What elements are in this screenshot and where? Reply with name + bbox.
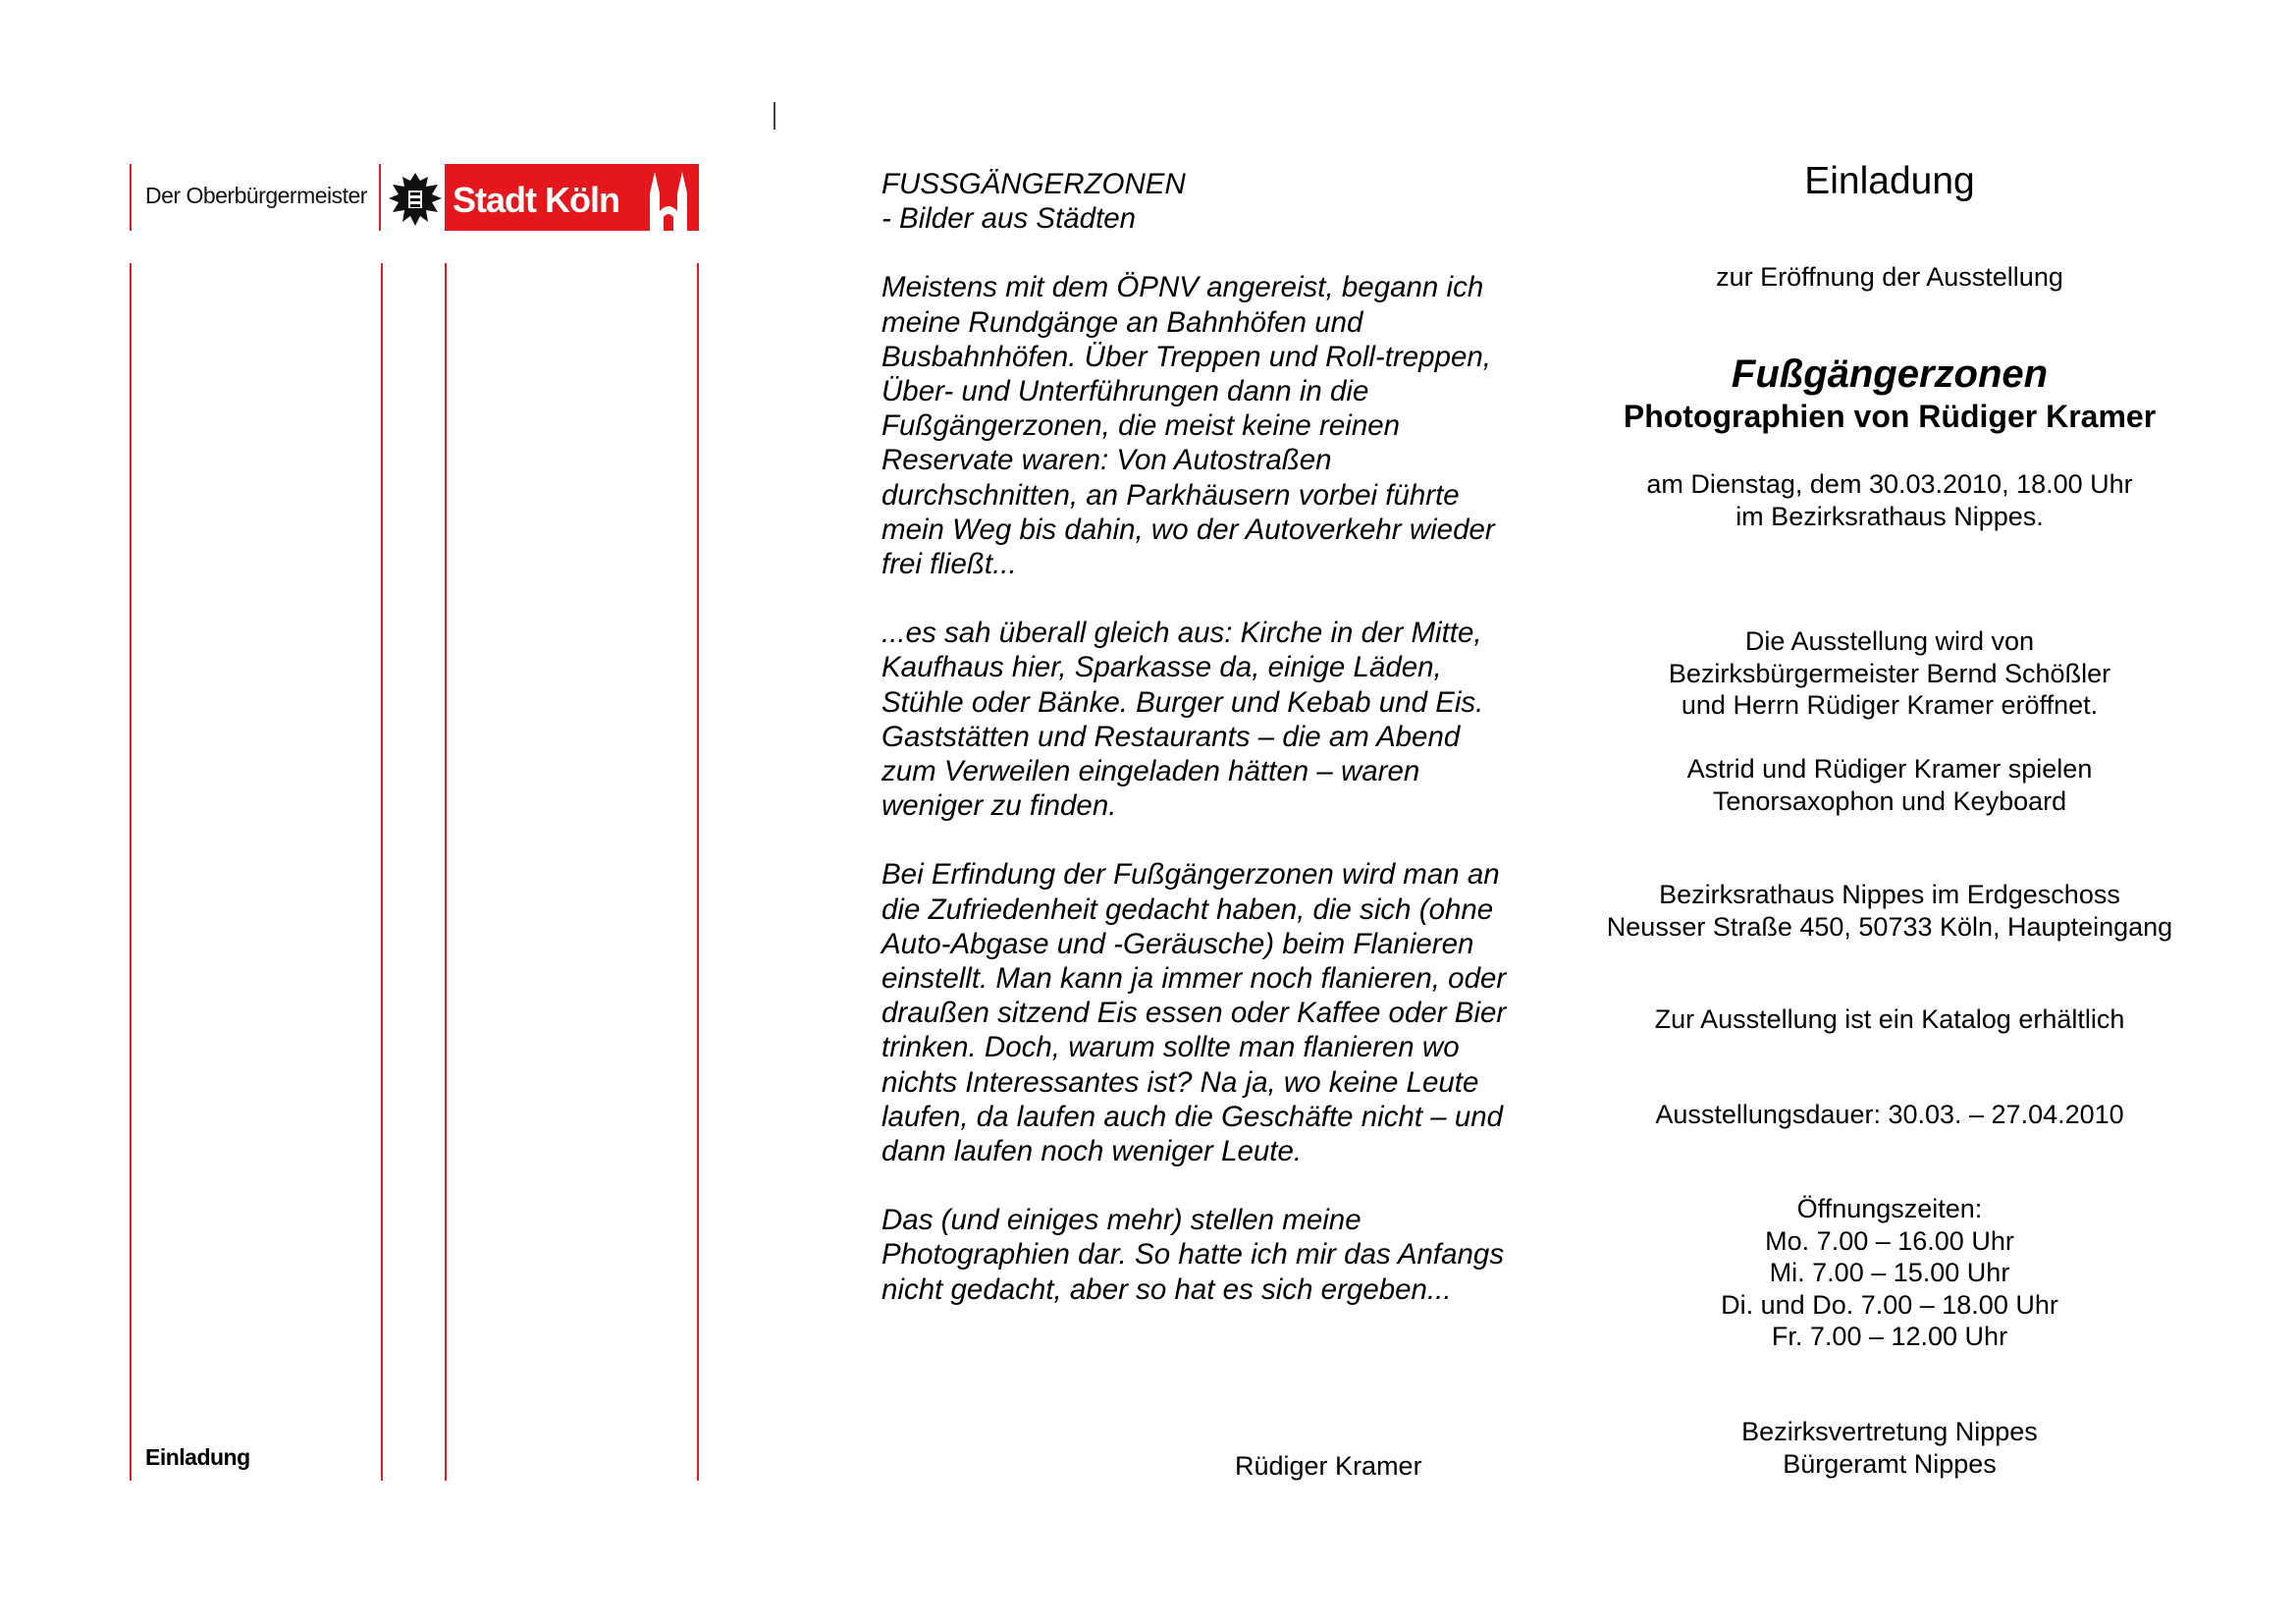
invitation-intro: zur Eröffnung der Ausstellung <box>1716 262 2063 292</box>
story-paragraph-4: Das (und einiges mehr) stellen meine Photographien dar. So hatte ich mir das Anfangs nicht gedacht, aber so hat es sich ergeben... <box>881 1204 1505 1306</box>
organizer-line: Bürgeramt Nippes <box>1783 1448 1997 1479</box>
hours-line: Di. und Do. 7.00 – 18.00 Uhr <box>1721 1289 2058 1320</box>
exhibition-duration: Ausstellungsdauer: 30.03. – 27.04.2010 <box>1655 1100 2124 1129</box>
address-line: Neusser Straße 450, 50733 Köln, Haupteingang <box>1606 911 2173 942</box>
logo-brand: Stadt Köln <box>453 180 619 220</box>
logo-label: Der Oberbürgermeister <box>145 183 367 208</box>
hours-line: Mi. 7.00 – 15.00 Uhr <box>1769 1258 2010 1287</box>
hours-title: Öffnungszeiten: <box>1796 1194 1983 1223</box>
rule-left-lower <box>130 263 132 1481</box>
story-paragraph-1: Meistens mit dem ÖPNV angereist, begann ich meine Rundgänge an Bahnhöfen und Busbahnhöfen. Über Treppen und Roll-treppen, Über- und Unterführungen dann in die Fußgängerzonen, die meist keine reinen Reservate waren: Von Autostraßen durchschnitten, an Parkhäusern vorbei führte mein Weg bis dahin, wo der Autoverkehr wieder frei fließt... <box>881 271 1495 581</box>
story-paragraph-2: ...es sah überall gleich aus: Kirche in der Mitte, Kaufhaus hier, Sparkasse da, einige Läden, Stühle oder Bänke. Burger und Kebab und Eis. Gaststätten und Restaurants – die am Abend zum Verweilen eingeladen hätten – waren weniger zu finden. <box>881 617 1484 823</box>
story-heading: FUSSGÄNGERZONEN <box>881 168 1186 200</box>
rule-mid-b <box>445 263 447 1481</box>
exhibition-title: Fußgängerzonen <box>1731 352 2049 396</box>
hours-line: Fr. 7.00 – 12.00 Uhr <box>1771 1322 2008 1351</box>
story-paragraph-3: Bei Erfindung der Fußgängerzonen wird man an die Zufriedenheit gedacht haben, die sich (ohne Auto-Abgase und -Geräusche) beim Flanieren einstellt. Man kann ja immer noch flanieren, oder draußen sitzend Eis essen oder Kaffee oder Bier trinken. Doch, warum sollte man flanieren wo nichts Interessantes ist? Na ja, wo keine Leute laufen, da laufen auch die Geschäfte nicht – und dann laufen noch weniger Leute. <box>881 858 1507 1168</box>
rule-right <box>697 263 699 1481</box>
cathedral-icon <box>644 172 693 231</box>
catalog-note: Zur Ausstellung ist ein Katalog erhältlich <box>1654 1004 2125 1034</box>
rule-mid-a <box>381 263 383 1481</box>
logo-brand-box <box>445 164 699 231</box>
eagle-crest-icon <box>385 169 446 230</box>
opening-line: und Herrn Rüdiger Kramer eröffnet. <box>1681 690 2099 720</box>
music-line: Astrid und Rüdiger Kramer spielen <box>1686 754 2093 784</box>
invitation-title: Einladung <box>1804 160 1975 202</box>
organizer-line: Bezirksvertretung Nippes <box>1741 1417 2038 1446</box>
story-text <box>881 167 1510 1341</box>
hours-line: Mo. 7.00 – 16.00 Uhr <box>1765 1225 2014 1256</box>
exhibition-subtitle: Photographien von Rüdiger Kramer <box>1623 399 2157 434</box>
fold-mark <box>774 102 775 130</box>
music-line: Tenorsaxophon und Keyboard <box>1712 785 2067 816</box>
cover-footer-label: Einladung <box>145 1444 250 1470</box>
opening-line: Bezirksbürgermeister Bernd Schößler <box>1668 658 2111 688</box>
story-subheading: - Bilder aus Städten <box>881 202 1137 236</box>
place-line: im Bezirksrathaus Nippes. <box>1735 501 2044 531</box>
date-line: am Dienstag, dem 30.03.2010, 18.00 Uhr <box>1646 469 2133 499</box>
rule-logo-sep <box>379 164 381 231</box>
signature: Rüdiger Kramer <box>1235 1451 1422 1481</box>
rule-left <box>130 164 132 231</box>
opening-line: Die Ausstellung wird von <box>1744 626 2035 656</box>
address-line: Bezirksrathaus Nippes im Erdgeschoss <box>1659 880 2120 909</box>
